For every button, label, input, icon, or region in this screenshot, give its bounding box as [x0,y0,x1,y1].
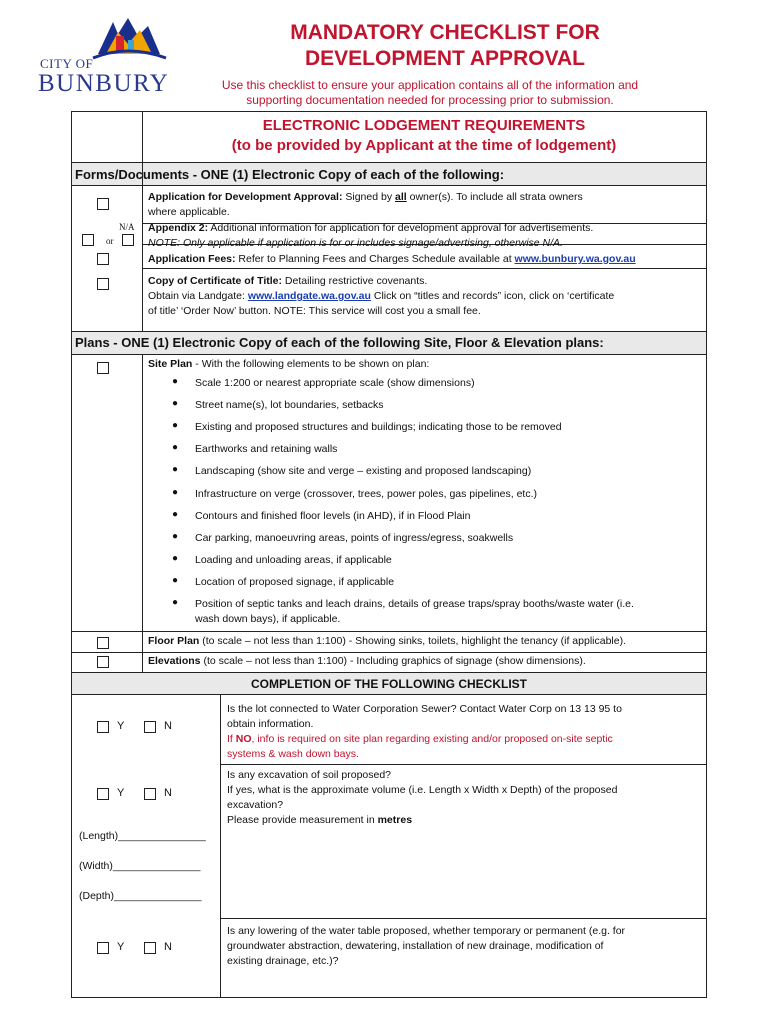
bullet-dot: ● [172,597,179,608]
logo-emblem-icon [88,14,168,64]
site-plan-checkbox[interactable] [97,362,109,374]
width-field[interactable]: (Width)_______________ [79,860,201,872]
bullet-dot: ● [172,464,179,475]
fees-checkbox[interactable] [97,253,109,265]
q2-no-label: N [164,787,172,799]
application-item: Application for Development Approval: Signed by all owner(s). To include all strata owners where applicable. [148,191,583,218]
site-plan-bullet-item: Location of proposed signage, if applicable [195,576,395,588]
q1-yes-label: Y [117,720,125,732]
bullet-dot: ● [172,398,179,409]
floor-plan-item: Floor Plan (to scale – not less than 1:100) - Showing sinks, toilets, highlight the tenancy (if applicable). [148,635,626,647]
length-field[interactable]: (Length)_______________ [79,830,206,842]
site-plan-bullet-item: Landscaping (show site and verge – existing and proposed landscaping) [195,465,532,477]
site-plan-bullet-item: Existing and proposed structures and buildings; indicating those to be removed [195,421,562,433]
page-title-line1: MANDATORY CHECKLIST FOR [290,21,600,44]
q3-no-checkbox[interactable] [144,942,156,954]
q2-yes-checkbox[interactable] [97,788,109,800]
page-title-line2: DEVELOPMENT APPROVAL [304,47,586,70]
bullet-dot: ● [172,376,179,387]
certificate-item: Copy of Certificate of Title: Detailing restrictive covenants. Obtain via Landgate: www.landgate.wa.gov.au Click on “titles and records” icon, click on ‘certificate of title’ ‘Order Now’ button. NOTE: This service will cost you a small fee. [148,275,615,317]
site-plan-bullet-item: Street name(s), lot boundaries, setbacks [195,399,384,411]
q3-yes-checkbox[interactable] [97,942,109,954]
checklist-table [71,111,707,998]
q2-text: Is any excavation of soil proposed? If yes, what is the approximate volume (i.e. Length x Width x Depth) of the proposed excavation? Please provide measurement in metres [227,769,618,826]
city-of-bunbury-logo [28,14,170,97]
bunbury-link[interactable]: www.bunbury.wa.gov.au [514,253,636,265]
bullet-dot: ● [172,442,179,453]
bullet-dot: ● [172,420,179,431]
depth-field[interactable]: (Depth)_______________ [79,890,202,902]
q1-no-checkbox[interactable] [144,721,156,733]
bullet-dot: ● [172,553,179,564]
q1-no-label: N [164,720,172,732]
appendix-item: Appendix 2: Additional information for application for development approval for advertisements. NOTE: Only applicable if application is for or includes signage/advertising, otherwise N/A. [148,222,594,249]
site-plan-bullet-item: Earthworks and retaining walls [195,443,338,455]
elevations-checkbox[interactable] [97,656,109,668]
site-plan-bullet-item: Scale 1:200 or nearest appropriate scale (show dimensions) [195,377,475,389]
site-plan-bullet-item: Contours and finished floor levels (in AHD), if in Flood Plain [195,510,471,522]
q3-no-label: N [164,941,172,953]
site-plan-bullet-item: Position of septic tanks and leach drains, details of grease traps/spray booths/waste water (i.e. [195,598,634,610]
subtitle-line1: Use this checklist to ensure your application contains all of the information and [221,78,639,92]
site-plan-bullet-item: Loading and unloading areas, if applicable [195,554,392,566]
appendix-na-checkbox[interactable] [122,234,134,246]
application-checkbox[interactable] [97,198,109,210]
fees-item: Application Fees: Refer to Planning Fees and Charges Schedule available at www.bunbury.wa.gov.au [148,253,636,265]
bullet-continuation: wash down bays), if applicable. [195,613,341,625]
logo-name-text: BUNBURY [38,70,170,97]
section-title-line2: (to be provided by Applicant at the time of lodgement) [231,137,617,154]
site-plan-bullet-item: Infrastructure on verge (crossover, trees, power poles, gas pipelines, etc.) [195,488,537,500]
forms-heading: Forms/Documents - ONE (1) Electronic Copy of each of the following: [75,167,505,182]
bullet-dot: ● [172,531,179,542]
certificate-checkbox[interactable] [97,278,109,290]
completion-heading: COMPLETION OF THE FOLLOWING CHECKLIST [251,677,527,691]
q3-yes-label: Y [117,941,125,953]
bullet-dot: ● [172,509,179,520]
q2-yes-label: Y [117,787,125,799]
q1-text: Is the lot connected to Water Corporation Sewer? Contact Water Corp on 13 13 95 to obtain information. If NO, info is required on site plan regarding existing and/or proposed on-site septic systems & wash down bays. [227,703,622,760]
q3-text: Is any lowering of the water table proposed, whether temporary or permanent (e.g. for groundwater abstraction, dewatering, installation of new drainage, modification of existing drainage, etc.)? [227,925,626,967]
floor-plan-checkbox[interactable] [97,637,109,649]
section-title-line1: ELECTRONIC LODGEMENT REQUIREMENTS [262,117,586,134]
subtitle-line2: supporting documentation needed for processing prior to submission. [246,93,614,107]
elevations-item: Elevations (to scale – not less than 1:100) - Including graphics of signage (show dimensions). [148,655,586,667]
logo-city-text: CITY OF [40,56,94,71]
site-plan-item: Site Plan - With the following elements to be shown on plan: [148,358,430,370]
q2-no-checkbox[interactable] [144,788,156,800]
or-label: or [106,236,114,246]
bullet-dot: ● [172,575,179,586]
plans-heading: Plans - ONE (1) Electronic Copy of each of the following Site, Floor & Elevation plans: [75,335,604,350]
landgate-link[interactable]: www.landgate.wa.gov.au [247,290,371,302]
bullet-dot: ● [172,487,179,498]
q1-yes-checkbox[interactable] [97,721,109,733]
appendix-checkbox[interactable] [82,234,94,246]
na-label: N/A [119,222,135,232]
site-plan-bullet-item: Car parking, manoeuvring areas, points of ingress/egress, soakwells [195,532,514,544]
